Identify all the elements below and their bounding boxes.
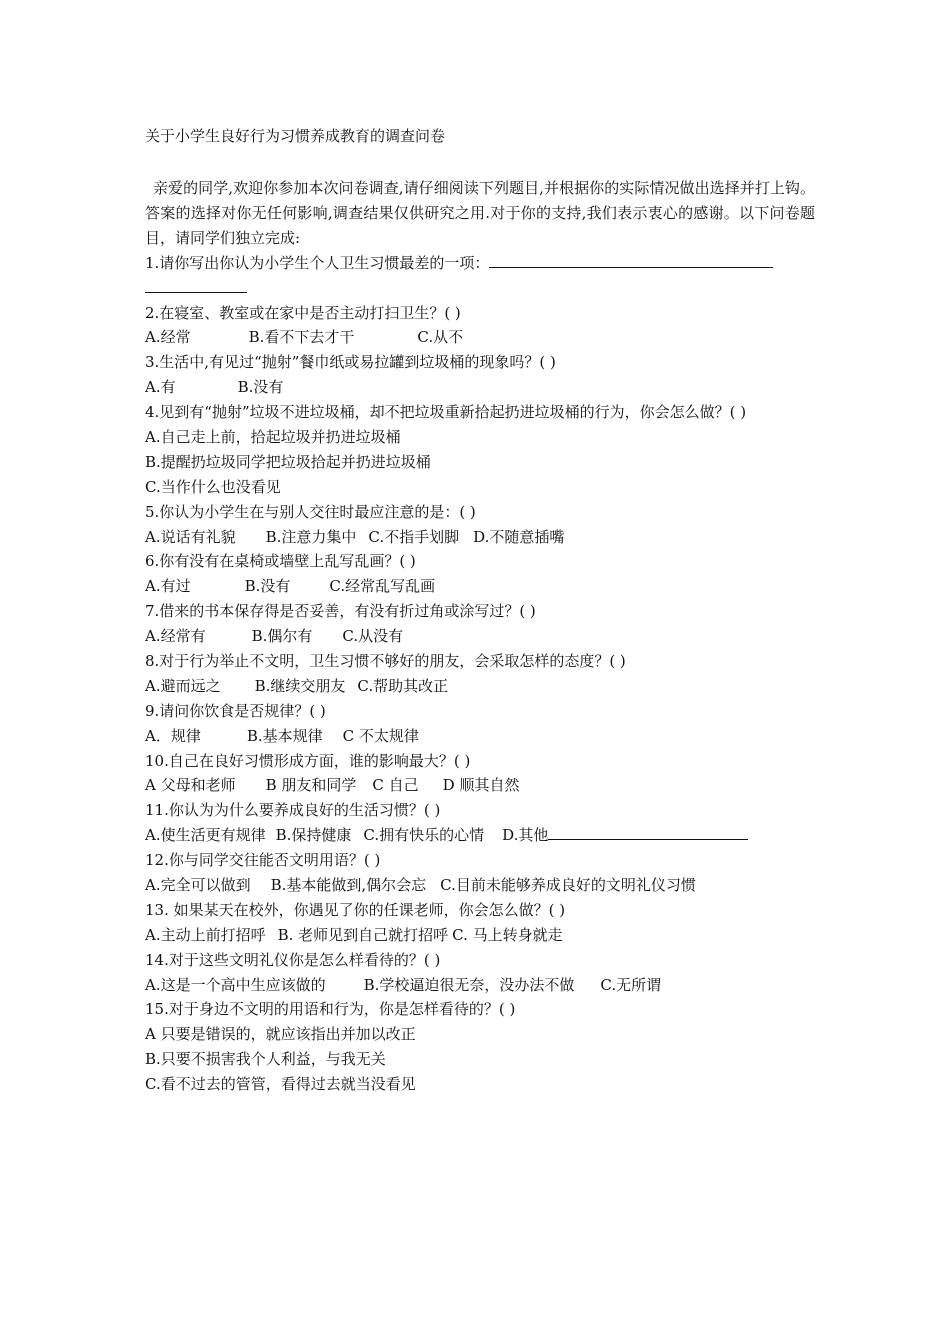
- option-b[interactable]: B.学校逼迫很无奈，没办法不做: [363, 975, 575, 994]
- question-13: 13. 如果某天在校外，你遇见了你的任课老师，你会怎么做？( ): [145, 900, 566, 919]
- option-b[interactable]: B.只要不损害我个人利益，与我无关: [145, 1050, 386, 1069]
- option-d[interactable]: D.其他: [502, 826, 549, 845]
- question-12: 12.你与同学交往能否文明用语？( ): [145, 851, 381, 870]
- question-8: 8.对于行为举止不文明，卫生习惯不够好的朋友，会采取怎样的态度？( ): [145, 651, 626, 670]
- question-11: 11.你认为为什么要养成良好的生活习惯？( ): [145, 801, 441, 820]
- option-a[interactable]: A.有: [145, 378, 176, 397]
- question-5-options: [145, 525, 815, 550]
- intro-paragraph: 亲爱的同学,欢迎你参加本次问卷调查,请仔细阅读下列题目,并根据你的实际情况做出选择并打上钩。答案的选择对你无任何影响,调查结果仅供研究之用.对于你的支持,我们表示衷心的感谢。以下问卷题目，请同学们独立完成:: [145, 179, 815, 247]
- option-b[interactable]: B.继续交朋友: [254, 676, 346, 695]
- option-a[interactable]: A.使生活更有规律: [145, 826, 266, 845]
- option-a[interactable]: A.经常: [145, 328, 191, 347]
- question-3-options: [145, 375, 815, 400]
- option-c[interactable]: C 自己: [372, 776, 419, 795]
- question-2: 2.在寝室、教室或在家中是否主动打扫卫生？( ): [145, 303, 461, 322]
- answer-blank[interactable]: [489, 253, 773, 268]
- question-1: [145, 251, 815, 276]
- option-b[interactable]: B. 老师见到自己就打招呼: [277, 925, 449, 944]
- option-b[interactable]: B.基本能做到,偶尔会忘: [270, 876, 427, 894]
- option-a[interactable]: A 只要是错误的，就应该指出并加以改正: [145, 1025, 416, 1044]
- question-6: 6.你有没有在桌椅或墙壁上乱写乱画？( ): [145, 552, 416, 571]
- option-c[interactable]: C.从没有: [342, 627, 404, 646]
- question-12-options: [145, 873, 815, 898]
- option-c[interactable]: C.拥有快乐的心情: [363, 826, 485, 845]
- option-b[interactable]: B.没有: [237, 378, 284, 397]
- question-13-options: [145, 923, 815, 948]
- option-a[interactable]: A.经常有: [145, 627, 206, 646]
- question-11-options: [145, 823, 815, 848]
- option-c[interactable]: C. 马上转身就走: [452, 925, 563, 944]
- option-c[interactable]: C.不指手划脚: [368, 527, 460, 546]
- question-6-options: [145, 574, 815, 599]
- option-c[interactable]: C.帮助其改正: [357, 676, 449, 695]
- option-c[interactable]: C.看不过去的管管，看得过去就当没看见: [145, 1075, 416, 1094]
- question-15: 15.对于身边不文明的用语和行为，你是怎样看待的？( ): [145, 1000, 516, 1019]
- option-a[interactable]: A.说话有礼貌: [145, 527, 236, 546]
- option-a[interactable]: A.这是一个高中生应该做的: [145, 975, 326, 994]
- option-b[interactable]: B.基本规律: [246, 726, 323, 745]
- option-a[interactable]: A.有过: [145, 577, 191, 596]
- document-title: 关于小学生良好行为习惯养成教育的调查问卷: [145, 127, 446, 145]
- option-c[interactable]: C.经常乱写乱画: [329, 577, 436, 596]
- question-9-options: [145, 724, 815, 749]
- option-b[interactable]: B.保持健康: [275, 826, 352, 845]
- option-d[interactable]: D 顺其自然: [442, 776, 520, 795]
- question-9: 9.请问你饮食是否规律？( ): [145, 701, 326, 720]
- question-14-options: [145, 973, 815, 998]
- question-1-blank-continued: [145, 276, 815, 301]
- option-c[interactable]: C.目前未能够养成良好的文明礼仪习惯: [440, 876, 696, 894]
- option-a[interactable]: A．规律: [145, 726, 201, 745]
- questionnaire-body: [145, 176, 815, 1097]
- option-a[interactable]: A.主动上前打招呼: [145, 925, 266, 944]
- question-10: 10.自己在良好习惯形成方面，谁的影响最大？( ): [145, 751, 471, 770]
- option-a[interactable]: A 父母和老师: [145, 776, 236, 795]
- option-b[interactable]: B.注意力集中: [265, 527, 357, 546]
- question-7-options: [145, 624, 815, 649]
- option-a[interactable]: A.自己走上前，拾起垃圾并扔进垃圾桶: [145, 427, 401, 446]
- option-c[interactable]: C.从不: [417, 328, 464, 347]
- question-3: 3.生活中,有见过“抛射”餐巾纸或易拉罐到垃圾桶的现象吗？( ): [145, 353, 556, 372]
- option-b[interactable]: B.看不下去才干: [248, 328, 355, 347]
- option-a[interactable]: A.完全可以做到: [145, 876, 251, 894]
- option-c[interactable]: C.当作什么也没看见: [145, 477, 281, 496]
- question-5: 5.你认为小学生在与别人交往时最应注意的是：( ): [145, 502, 476, 521]
- option-b[interactable]: B.提醒扔垃圾同学把垃圾拾起并扔进垃圾桶: [145, 452, 431, 471]
- question-1-text: 1.请你写出你认为小学生个人卫生习惯最差的一项：: [145, 253, 490, 272]
- option-a[interactable]: A.避而远之: [145, 676, 221, 695]
- option-c[interactable]: C.无所谓: [600, 975, 662, 994]
- option-c[interactable]: C 不太规律: [342, 726, 419, 745]
- answer-blank-continued[interactable]: [145, 278, 247, 293]
- question-4: 4.见到有“抛射”垃圾不进垃圾桶，却不把垃圾重新拾起扔进垃圾桶的行为，你会怎么做？( ): [145, 403, 747, 422]
- question-8-options: [145, 674, 815, 699]
- option-b[interactable]: B 朋友和同学: [265, 776, 357, 795]
- other-answer-blank[interactable]: [548, 825, 748, 840]
- question-10-options: [145, 773, 815, 798]
- option-d[interactable]: D.不随意插嘴: [473, 527, 565, 546]
- option-b[interactable]: B.偶尔有: [251, 627, 313, 646]
- option-b[interactable]: B.没有: [244, 577, 291, 596]
- question-2-options: [145, 325, 815, 350]
- question-7: 7.借来的书本保存得是否妥善，有没有折过角或涂写过？( ): [145, 602, 536, 621]
- question-14: 14.对于这些文明礼仪你是怎么样看待的？( ): [145, 950, 441, 969]
